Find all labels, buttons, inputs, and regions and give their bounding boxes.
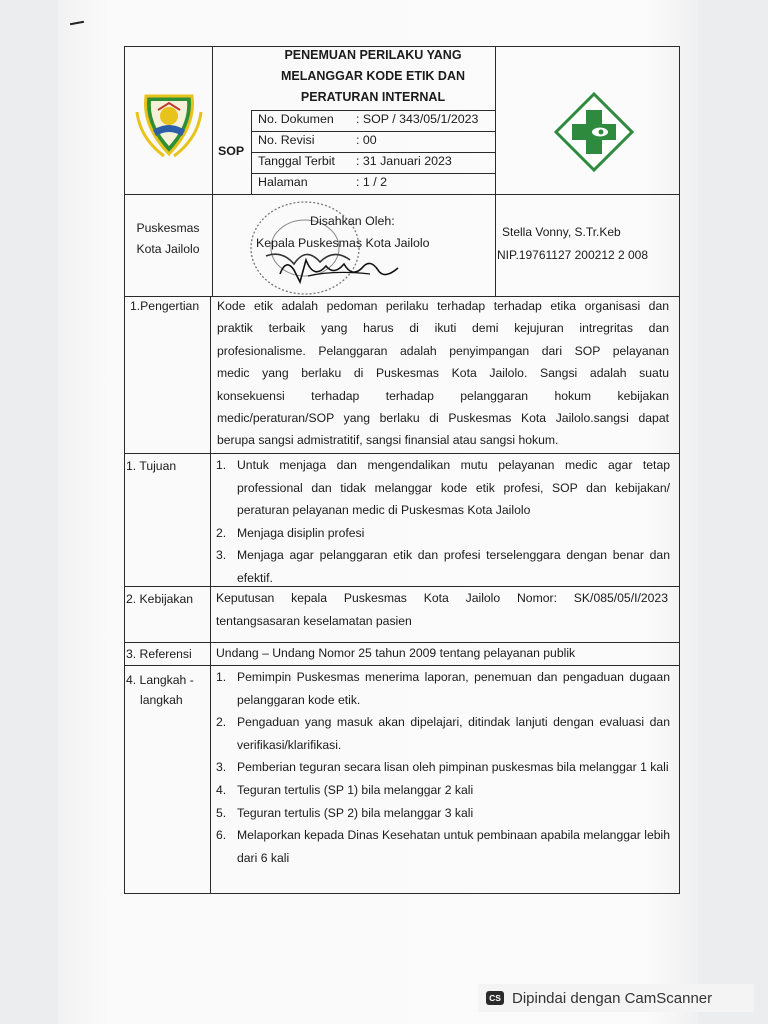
signature [274,252,404,288]
organization-line-1: Puskesmas [136,221,200,235]
pengertian-line-5: konsekuensi terhadap terhadap pelanggaran hokum kebijakan [217,388,669,403]
langkah-list [216,666,670,869]
pengertian-line-1: Kode etik adalah pedoman perilaku terhadap terhadap etika organisasi dan [217,299,669,313]
title-line-2: MELANGGAR KODE ETIK DAN [280,69,466,83]
document-title [251,45,495,108]
section-label-langkah [126,670,194,710]
divider-label-col [210,296,211,894]
list-number: 3. [216,760,227,775]
section-label-kebijakan: 2. Kebijakan [126,592,194,606]
section-label-tujuan: 1. Tujuan [126,459,177,473]
meta-label-document: No. Dokumen [258,112,334,126]
list-item [216,454,670,522]
section-body-kebijakan [216,587,668,632]
list-number: 4. [216,782,227,797]
list-number: 1. [216,670,227,684]
pengertian-line-4: medic yang berlaku di Puskesmas Kota Jailolo. Sangsi adalah suatu [217,366,669,381]
meta-value-revision: : 00 [356,133,377,147]
kebijakan-line-2: tentangsasaran keselamatan pasien [216,613,412,628]
district-logo [134,90,204,160]
approved-by-label: Disahkan Oleh: [310,214,395,228]
list-number: 2. [216,525,227,540]
header-bottom-line [124,194,680,195]
border-bottom [124,893,680,894]
organization-name [124,218,212,260]
meta-label-page: Halaman [258,175,308,189]
sop-label: SOP [218,144,245,158]
border-right [679,46,680,894]
list-number: 2. [216,715,227,730]
title-line-1: PENEMUAN PERILAKU YANG [284,48,462,62]
list-item [216,779,670,802]
scanner-watermark [478,984,754,1012]
list-item [216,666,670,711]
pengertian-line-2: praktik terbaik yang harus di ikuti demi kejujuran intregritas dan [217,321,669,336]
list-text: Teguran tertulis (SP 2) bila melanggar 3 kali [237,805,474,820]
meta-label-revision: No. Revisi [258,133,315,147]
organization-line-2: Kota Jailolo [136,242,200,256]
meta-label-date: Tanggal Terbit [258,154,335,168]
list-item [216,802,670,825]
langkah-label-line-1: 4. Langkah - [126,673,194,687]
list-number: 3. [216,548,227,563]
kebijakan-line-1: Keputusan kepala Puskesmas Kota Jailolo Nomor: SK/085/05/I/2023 [216,591,668,605]
list-number: 1. [216,458,227,472]
approver-name: Stella Vonny, S.Tr.Keb [502,225,621,239]
sop-table [124,46,680,894]
meta-value-document: : SOP / 343/05/1/2023 [356,112,479,126]
tujuan-list [216,454,670,590]
meta-value-page: : 1 / 2 [356,175,387,189]
list-item [216,756,670,779]
pengertian-line-7: berupa sangsi admistratitif, sangsi finansial atau sangsi hokum. [217,433,559,448]
list-text: Pemberian teguran secara lisan oleh pimpinan puskesmas bila melanggar 1 kali [237,760,669,775]
meta-value-date: : 31 Januari 2023 [356,154,452,168]
list-number: 5. [216,805,227,820]
list-text: Untuk menjaga dan mengendalikan mutu pelayanan medic agar tetap professional dan tidak melanggar kode etik profesi, SOP dan kebijakan/ peraturan pelayanan medic di Puskesmas Kota Jailolo [237,458,670,518]
langkah-label-line-2: langkah [140,693,183,707]
list-item [216,824,670,869]
section-body-referensi: Undang – Undang Nomor 25 tahun 2009 tentang pelayanan publik [216,646,576,660]
section-label-pengertian: 1.Pengertian [130,299,200,313]
list-item [216,544,670,589]
list-item [216,711,670,756]
list-text: Teguran tertulis (SP 1) bila melanggar 2 kali [237,782,474,797]
approver-nip: NIP.19761127 200212 2 008 [497,248,649,262]
section-body-pengertian [217,295,669,452]
camscanner-icon: CS [486,991,504,1005]
list-item [216,522,670,545]
list-number: 6. [216,828,227,843]
approver-position: Kepala Puskesmas Kota Jailolo [256,236,430,250]
list-text: Melaporkan kepada Dinas Kesehatan untuk pembinaan apabila melanggar lebih dari 6 kali [237,828,670,865]
list-text: Pengaduan yang masuk akan dipelajari, ditindak lanjuti dengan evaluasi dan verifikasi/klarifikasi. [237,715,670,752]
list-text: Menjaga agar pelanggaran etik dan profesi terselenggara dengan benar dan efektif. [237,548,670,585]
section-label-referensi: 3. Referensi [126,647,192,661]
list-text: Menjaga disiplin profesi [237,525,365,540]
title-line-3: PERATURAN INTERNAL [300,90,446,104]
health-center-logo [552,90,636,174]
divider-logo [212,46,213,296]
list-text: Pemimpin Puskesmas menerima laporan, penemuan dan pengaduan dugaan pelanggaran kode etik. [237,670,670,707]
watermark-text: Dipindai dengan CamScanner [512,989,713,1007]
pengertian-line-6: medic/peraturan/SOP yang berlaku di Puskesmas Kota Jailolo.sangsi dapat [217,411,669,426]
pengertian-line-3: profesionalisme. Pelanggaran adalah penyimpangan dari SOP pelayanan [217,343,669,358]
